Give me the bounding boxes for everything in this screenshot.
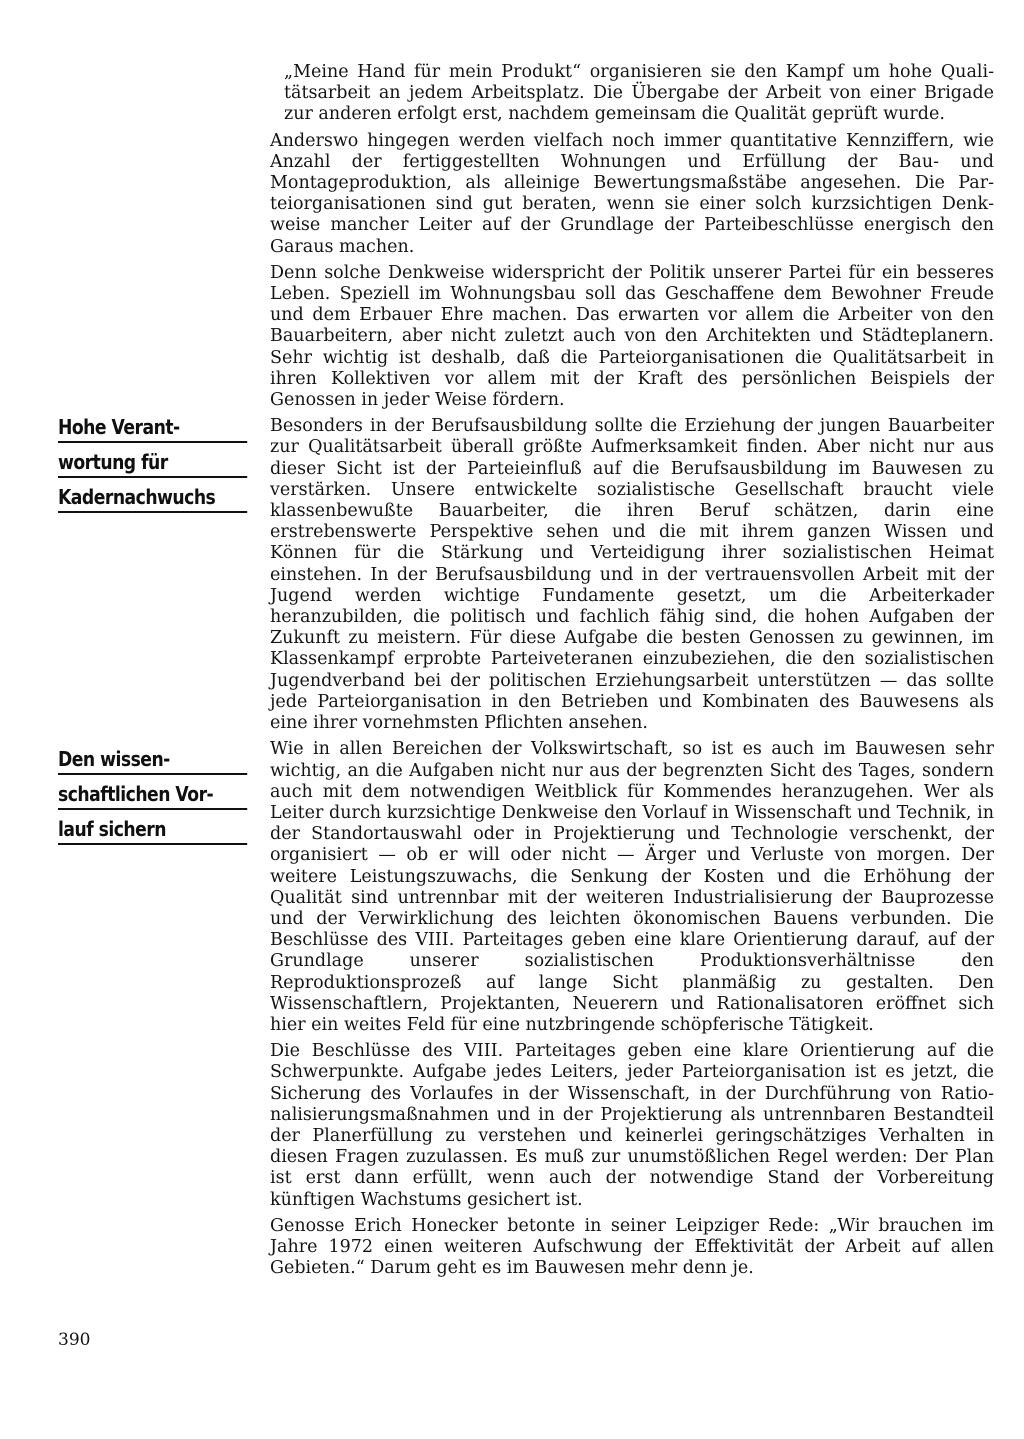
paragraph: Wie in allen Bereichen der Volkswirtschaft, so ist es auch im Bauwesen sehr wichtig, an die Aufgaben nicht nur aus der begrenzten Sicht des Tages, sondern auch mit dem notwendigen Weitblick für Kommendes heranzugehen. Wer als Leiter durch kurzsichtige Denkweise den Vorlauf in Wissenschaft und Technik, in der Standortauswahl oder in Projektierung und Technologie verschenkt, der organisiert — ob er will oder nicht — Ärger und Verluste von morgen. Der weitere Leistungszuwachs, die Senkung der Kosten und die Erhöhung der Qualität sind untrennbar mit der weiteren Industrialisierung der Bauprozesse und der Verwirklichung des leichten ökonomischen Bauens verbunden. Die Beschlüsse des VIII. Parteitages geben eine klare Orientierung darauf, auf der Grundlage unserer sozialistischen Produktionsverhältnisse den Reproduktionsprozeß auf lange Sicht planmäßig zu gestalten. Den Wissenschaftlern, Projektanten, Neuerern und Rationalisatoren eröffnet sich hier ein weites Feld für eine nutzbringende schöpferische Tätigkeit. <box>270 739 994 1035</box>
paragraph: Denn solche Denkweise widerspricht der Politik unserer Partei für ein besseres Leben. Speziell im Wohnungsbau soll das Geschaffene dem Bewohner Freude und dem Erbauer Ehre machen. Das erwarten vor allem die Arbeiter von den Bauarbeitern, aber nicht zuletzt auch von den Architekten und Städteplanern. Sehr wichtig ist deshalb, daß die Parteiorganisationen die Qualitätsarbeit in ihren Kollektiven vor allem mit der Kraft des persönlichen Beispiels der Genossen in jeder Weise fördern. <box>270 262 994 411</box>
paragraph: Die Beschlüsse des VIII. Parteitages geben eine klare Orientierung auf die Schwerpunkte. Aufgabe jedes Leiters, jeder Parteiorganisation ist es jetzt, die Sicherung des Vorlaufes in der Wissenschaft, in der Durchführung von Rationalisierungsmaßnahmen und in der Projektierung als untrennbaren Bestandteil der Planerfüllung zu verstehen und keinerlei geringschätziges Verhalten in diesen Fragen zuzulassen. Es muß zur unumstößlichen Regel werden: Der Plan ist erst dann erfüllt, wenn auch der notwendige Stand der Vorbereitung künftigen Wachstums gesichert ist. <box>270 1041 994 1210</box>
heading-line: wortung für <box>58 448 247 478</box>
heading-line: Den wissen- <box>58 745 247 775</box>
body-text-column <box>270 62 994 1284</box>
heading-line: lauf sichern <box>58 815 247 845</box>
page-number: 390 <box>58 1330 91 1350</box>
paragraph: Genosse Erich Honecker betonte in seiner Leipziger Rede: „Wir brauchen im Jahre 1972 einen weiteren Aufschwung der Effektivität der Arbeit auf allen Gebieten.“ Darum geht es im Bauwesen mehr denn je. <box>270 1215 994 1279</box>
heading-line: Kadernachwuchs <box>58 483 247 513</box>
heading-line: schaftlichen Vor- <box>58 780 247 810</box>
paragraph: Anderswo hingegen werden vielfach noch immer quantitative Kennziffern, wie Anzahl der fertiggestellten Wohnungen und Erfüllung der Bau- und Montageproduktion, als alleinige Bewertungsmaßstäbe angesehen. Die Parteiorganisationen sind gut beraten, wenn sie einer solch kurzsichtigen Denkweise mancher Leiter auf der Grundlage der Parteibeschlüsse energisch den Garaus machen. <box>270 130 994 257</box>
heading-line: Hohe Verant- <box>58 413 247 443</box>
paragraph: Besonders in der Berufsausbildung sollte die Erziehung der jungen Bauarbeiter zur Qualitätsarbeit überall größte Aufmerksamkeit finden. Aber nicht nur aus dieser Sicht ist der Parteieinfluß auf die Berufsausbildung im Bauwesen zu verstärken. Unsere entwickelte sozialistische Gesellschaft braucht viele klassenbewußte Bauarbeiter, die ihren Beruf schätzen, darin eine erstrebenswerte Perspektive sehen und die mit ihrem ganzen Wissen und Können für die Stärkung und Verteidigung ihrer sozialistischen Heimat einstehen. In der Berufsausbildung und in der vertrauensvollen Arbeit mit der Jugend werden wichtige Fundamente gesetzt, um die Arbeiterkader heranzubilden, die politisch und fachlich fähig sind, die hohen Aufgaben der Zukunft zu meistern. Für diese Aufgabe die besten Genossen zu gewinnen, im Klassenkampf erprobte Parteiveteranen einzubeziehen, die den sozialistischen Jugendverband bei der politischen Erziehungsarbeit unterstützen — das sollte jede Parteiorganisation in den Betrieben und Kombinaten des Bauwesens als eine ihrer vornehmsten Pflichten ansehen. <box>270 416 994 734</box>
margin-heading-cadre <box>58 413 221 518</box>
margin-heading-science <box>58 745 221 850</box>
paragraph: „Meine Hand für mein Produkt“ organisieren sie den Kampf um hohe Qualitätsarbeit an jedem Arbeitsplatz. Die Übergabe der Arbeit von einer Brigade zur anderen erfolgt erst, nachdem gemeinsam die Qualität geprüft wurde. <box>284 62 994 125</box>
